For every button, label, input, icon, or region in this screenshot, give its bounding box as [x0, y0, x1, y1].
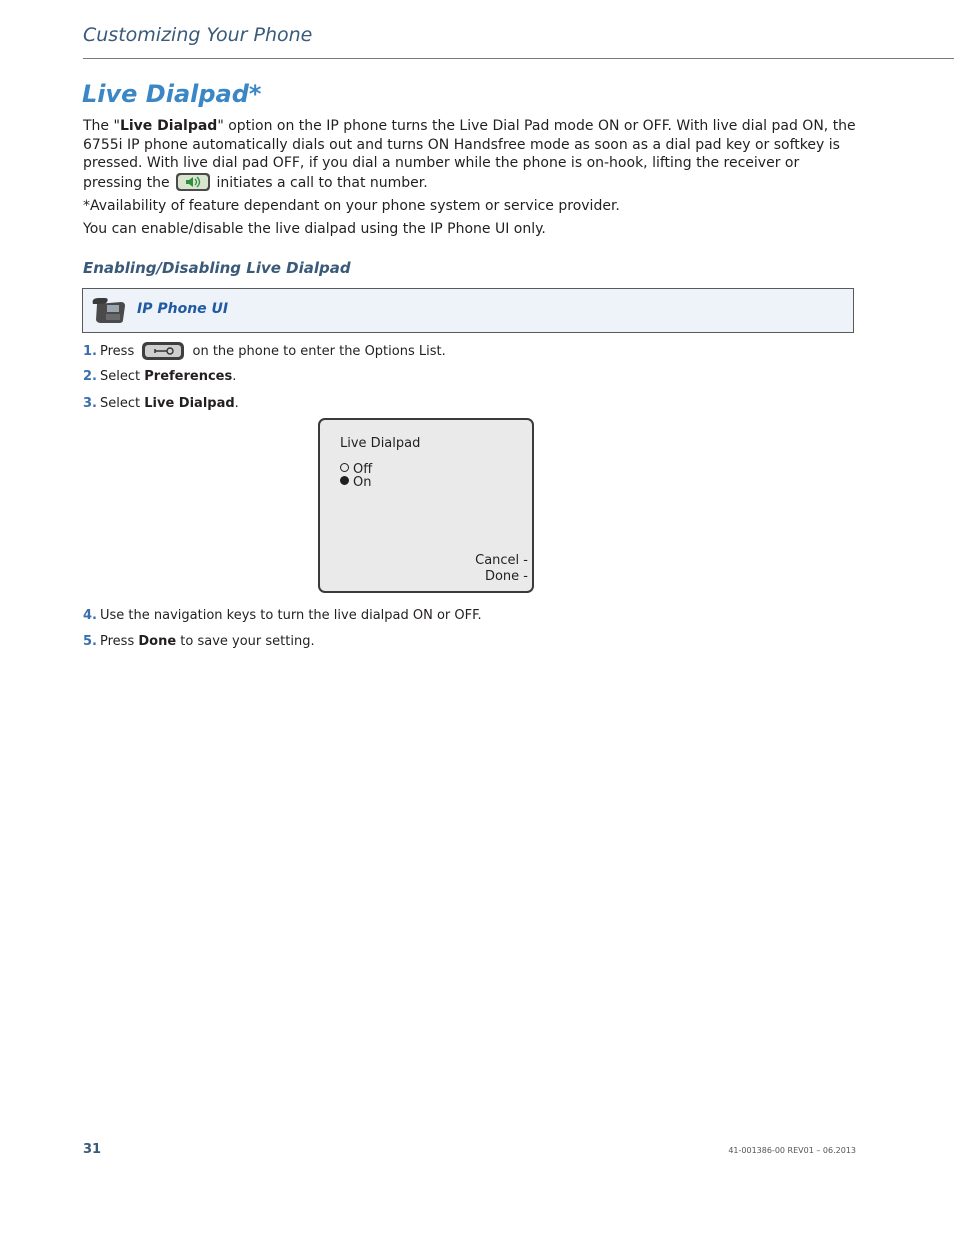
availability-note: *Availability of feature dependant on your phone system or service provider. — [83, 198, 620, 214]
header-divider — [83, 58, 954, 59]
speaker-handsfree-icon — [176, 173, 210, 191]
ip-phone-ui-banner — [82, 288, 854, 333]
radio-filled-icon — [340, 476, 349, 485]
cancel-softkey[interactable]: Cancel - — [475, 553, 528, 568]
page-number: 31 — [83, 1142, 102, 1157]
page-title: Live Dialpad* — [82, 80, 262, 108]
step-5: 5. Press Done to save your setting. — [83, 634, 315, 649]
step-2: 2. Select Preferences. — [83, 369, 237, 384]
ui-box-label: IP Phone UI — [137, 301, 229, 317]
document-id: 41-001386-00 REV01 – 06.2013 — [728, 1146, 856, 1155]
section-subheading: Enabling/Disabling Live Dialpad — [83, 259, 351, 277]
intro-paragraph: The "Live Dialpad" option on the IP phone turns the Live Dial Pad mode ON or OFF. With live dial pad ON, the 6755i IP phone automatically dials out and turns ON Handsfree mode as soon as a dial pad key or softkey is pressed. With live dial pad OFF, if you dial a number while the phone is on-hook, lifting the receiver or pressing the initiates a call to that number. — [83, 118, 856, 191]
enable-note: You can enable/disable the live dialpad using the IP Phone UI only. — [83, 221, 546, 237]
intro-bold-term: Live Dialpad — [119, 118, 218, 134]
options-key-icon — [142, 342, 184, 360]
screen-title: Live Dialpad — [340, 436, 421, 451]
option-off[interactable]: Off — [340, 463, 372, 476]
desk-phone-icon — [89, 296, 127, 328]
step-4: 4. Use the navigation keys to turn the live dialpad ON or OFF. — [83, 608, 482, 623]
radio-empty-icon — [340, 463, 349, 472]
step-3: 3. Select Live Dialpad. — [83, 396, 239, 411]
step-1: 1. Press on the phone to enter the Options List. — [83, 344, 446, 359]
done-softkey[interactable]: Done - — [484, 569, 528, 584]
phone-screen-mockup — [318, 418, 534, 593]
running-header: Customizing Your Phone — [83, 24, 313, 46]
option-on[interactable]: On — [340, 476, 371, 489]
